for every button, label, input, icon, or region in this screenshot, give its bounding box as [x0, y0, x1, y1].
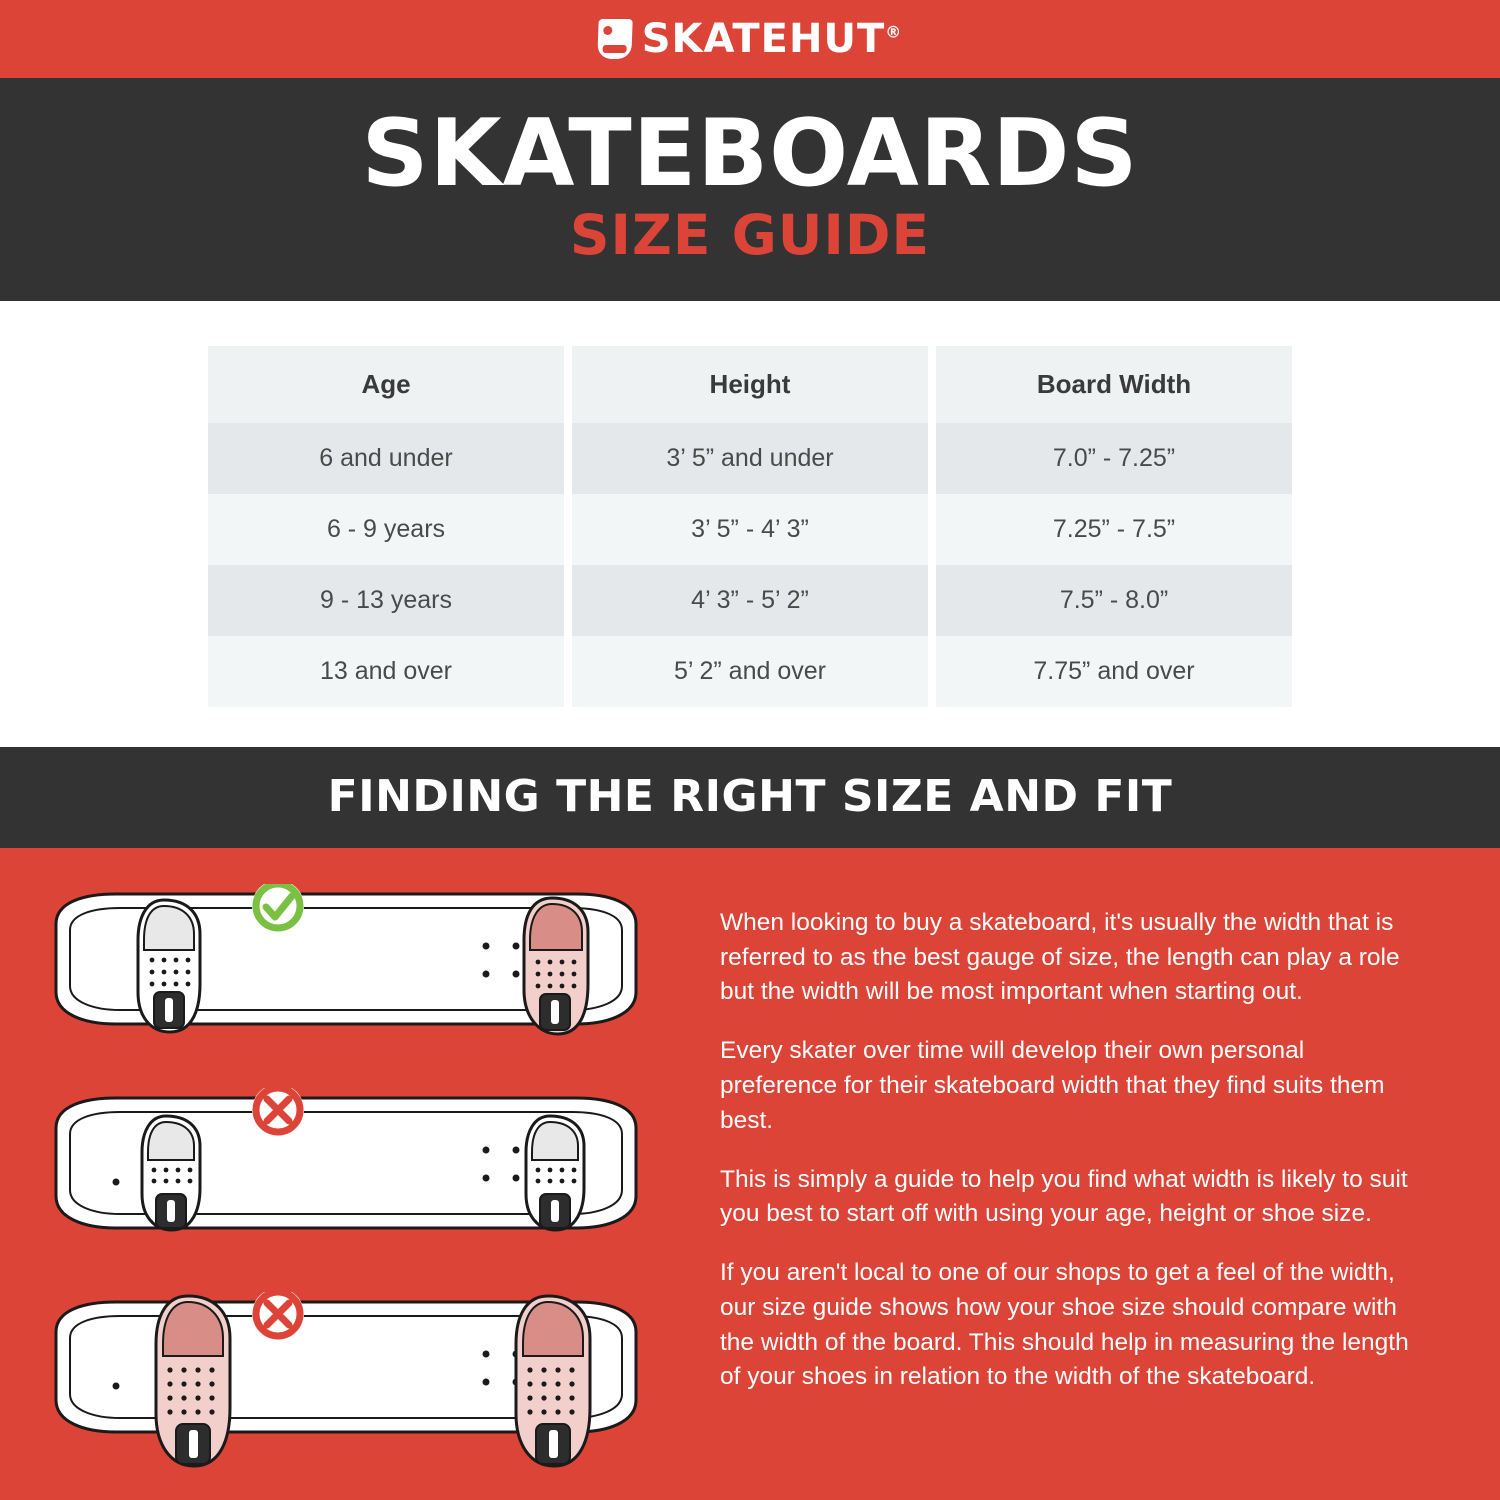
column-header-board-width: Board Width — [936, 346, 1292, 423]
section-heading: FINDING THE RIGHT SIZE AND FIT — [327, 770, 1173, 822]
column-header-height: Height — [572, 346, 928, 423]
right-shoe-icon — [526, 1116, 584, 1230]
fit-section — [0, 848, 1500, 1500]
paragraph-3: This is simply a guide to help you find what width is likely to suit you best to start off with using your age, height or shoe size. — [720, 1165, 1408, 1228]
title-band — [0, 78, 1500, 301]
paragraph-1: When looking to buy a skateboard, it's usually the width that is referred to as the best gauge of size, the length can play a role but the width will be most important when starting out. — [720, 908, 1400, 1006]
table-row — [208, 636, 1292, 707]
column-header-age: Age — [208, 346, 564, 423]
cell-board-width: 7.0” - 7.25” — [936, 423, 1292, 494]
skateboard-too-narrow-illustration — [46, 1088, 646, 1270]
cell-age: 6 and under — [208, 423, 564, 494]
brand-logo — [598, 16, 903, 62]
cell-age: 6 - 9 years — [208, 494, 564, 565]
brand-bar — [0, 0, 1500, 78]
right-shoe-icon — [516, 1296, 590, 1466]
left-shoe-icon — [138, 900, 200, 1032]
paragraph-4: If you aren't local to one of our shops to get a feel of the width, our size guide shows how your shoe size should compare with the width of the board. This should help in measuring the length of your shoes in relation to the width of the skateboard. — [720, 1259, 1409, 1391]
skateboard-too-wide-illustration — [46, 1292, 646, 1474]
table-header-row — [208, 346, 1292, 423]
cell-height: 5’ 2” and over — [572, 636, 928, 707]
table-row — [208, 494, 1292, 565]
section-band — [0, 747, 1500, 848]
page-title: SKATEBOARDS — [361, 99, 1139, 207]
cell-board-width: 7.5” - 8.0” — [936, 565, 1292, 636]
size-table — [200, 346, 1300, 707]
cell-height: 3’ 5” and under — [572, 423, 928, 494]
cell-height: 3’ 5” - 4’ 3” — [572, 494, 928, 565]
table-row — [208, 423, 1292, 494]
fit-description — [680, 876, 1454, 1480]
skate-hut-logo-icon — [597, 19, 632, 59]
cell-age: 9 - 13 years — [208, 565, 564, 636]
cell-height: 4’ 3” - 5’ 2” — [572, 565, 928, 636]
table-row — [208, 565, 1292, 636]
brand-name — [642, 16, 903, 62]
paragraph-2: Every skater over time will develop their own personal preference for their skateboard width that they find suits them best. — [720, 1037, 1385, 1134]
size-table-zone — [0, 301, 1500, 747]
illustration-column — [46, 876, 666, 1480]
skateboard-too-narrow — [46, 1088, 666, 1270]
registered-mark: ® — [885, 22, 903, 42]
cell-board-width: 7.25” - 7.5” — [936, 494, 1292, 565]
cell-board-width: 7.75” and over — [936, 636, 1292, 707]
brand-name-text: SKATEHUT — [641, 16, 886, 62]
skateboard-correct-fit — [46, 884, 666, 1066]
cell-age: 13 and over — [208, 636, 564, 707]
left-shoe-icon — [142, 1116, 200, 1230]
left-shoe-icon — [156, 1296, 230, 1466]
right-shoe-icon — [524, 898, 588, 1034]
page-subtitle: SIZE GUIDE — [569, 202, 931, 267]
skateboard-too-wide — [46, 1292, 666, 1474]
skateboard-correct-fit-illustration — [46, 884, 646, 1066]
